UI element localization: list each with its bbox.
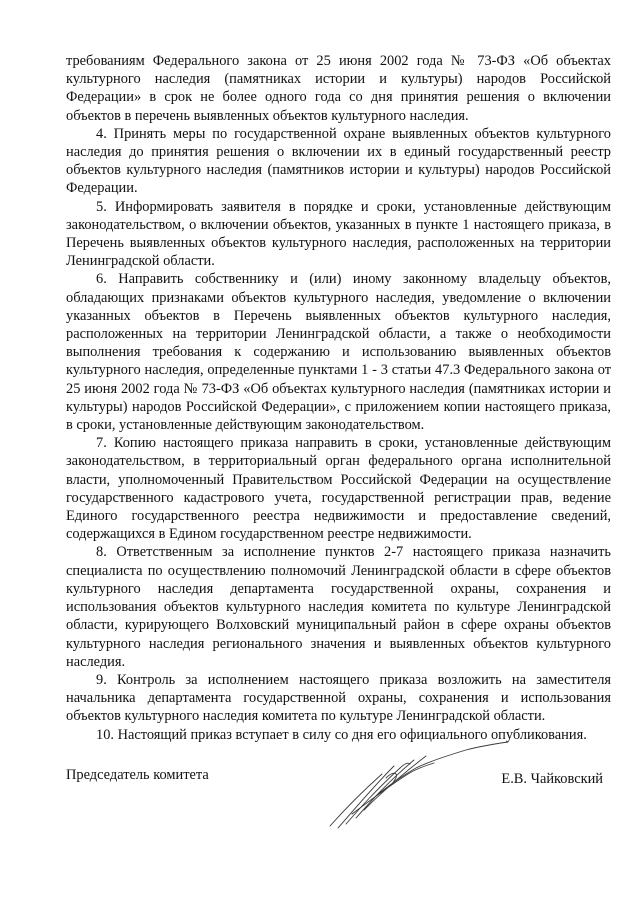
paragraph-item-6: 6. Направить собственнику и (или) иному законному владельцу объектов, обладающих признаками объектов культурного наследия, уведомление о включении указанных объектов в Перечень выявленных объектов культурного наследия, расположенных на территории Ленинградской области, а также о необходимости выполнения требования к содержанию и использованию выявленных объектов культурного наследия, определенные пунктами 1 - 3 статьи 47.3 Федерального закона от 25 июня 2002 года № 73-ФЗ «Об объектах культурного наследия (памятниках истории и культуры) народов Российской Федерации», с приложением копии настоящего приказа, в сроки, установленные действующим законодательством. bbox=[66, 271, 611, 434]
signatory-position: Председатель комитета bbox=[66, 767, 209, 783]
paragraph-item-9: 9. Контроль за исполнением настоящего приказа возложить на заместителя начальника департамента государственной охраны, сохранения и использования объектов культурного наследия комитета по культуре Ленинградской области. bbox=[66, 671, 611, 725]
document-body bbox=[66, 52, 611, 744]
paragraph-item-5: 5. Информировать заявителя в порядке и сроки, установленные действующим законодательством, о включении объектов, указанных в пункте 1 настоящего приказа, в Перечень выявленных объектов культурного наследия, расположенных на территории Ленинградской области. bbox=[66, 198, 611, 270]
paragraph-item-8: 8. Ответственным за исполнение пунктов 2-7 настоящего приказа назначить специалиста по осуществлению полномочий Ленинградской области в сфере объектов культурного наследия департамента государственной охраны, сохранения и использования объектов культурного наследия комитета по культуре Ленинградской области, курирующего Волховский муниципальный район в сфере охраны объектов культурного наследия регионального значения и выявленных объектов культурного наследия. bbox=[66, 544, 611, 670]
signature-block bbox=[66, 760, 611, 840]
handwritten-signature bbox=[316, 738, 516, 838]
paragraph-continuation: требованиям Федерального закона от 25 июня 2002 года № 73-ФЗ «Об объектах культурного наследия (памятниках истории и культуры) народов Российской Федерации» в срок не более одного года со дня принятия решения о включении объектов в перечень выявленных объектов культурного наследия. bbox=[66, 53, 611, 124]
paragraph-item-4: 4. Принять меры по государственной охране выявленных объектов культурного наследия до принятия решения о включении их в единый государственный реестр объектов культурного наследия (памятников истории и культуры) народов Российской Федерации. bbox=[66, 125, 611, 197]
paragraph-item-7: 7. Копию настоящего приказа направить в сроки, установленные действующим законодательством, в территориальный орган федерального органа исполнительной власти, уполномоченный Правительством Российской Федерации на осуществление государственного кадастрового учета, государственной регистрации прав, ведение Единого государственного реестра недвижимости и предоставление сведений, содержащихся в Едином государственном реестре недвижимости. bbox=[66, 435, 611, 543]
paragraph-item-10: 10. Настоящий приказ вступает в силу со дня его официального опубликования. bbox=[96, 726, 587, 743]
signatory-name: Е.В. Чайковский bbox=[501, 771, 603, 787]
